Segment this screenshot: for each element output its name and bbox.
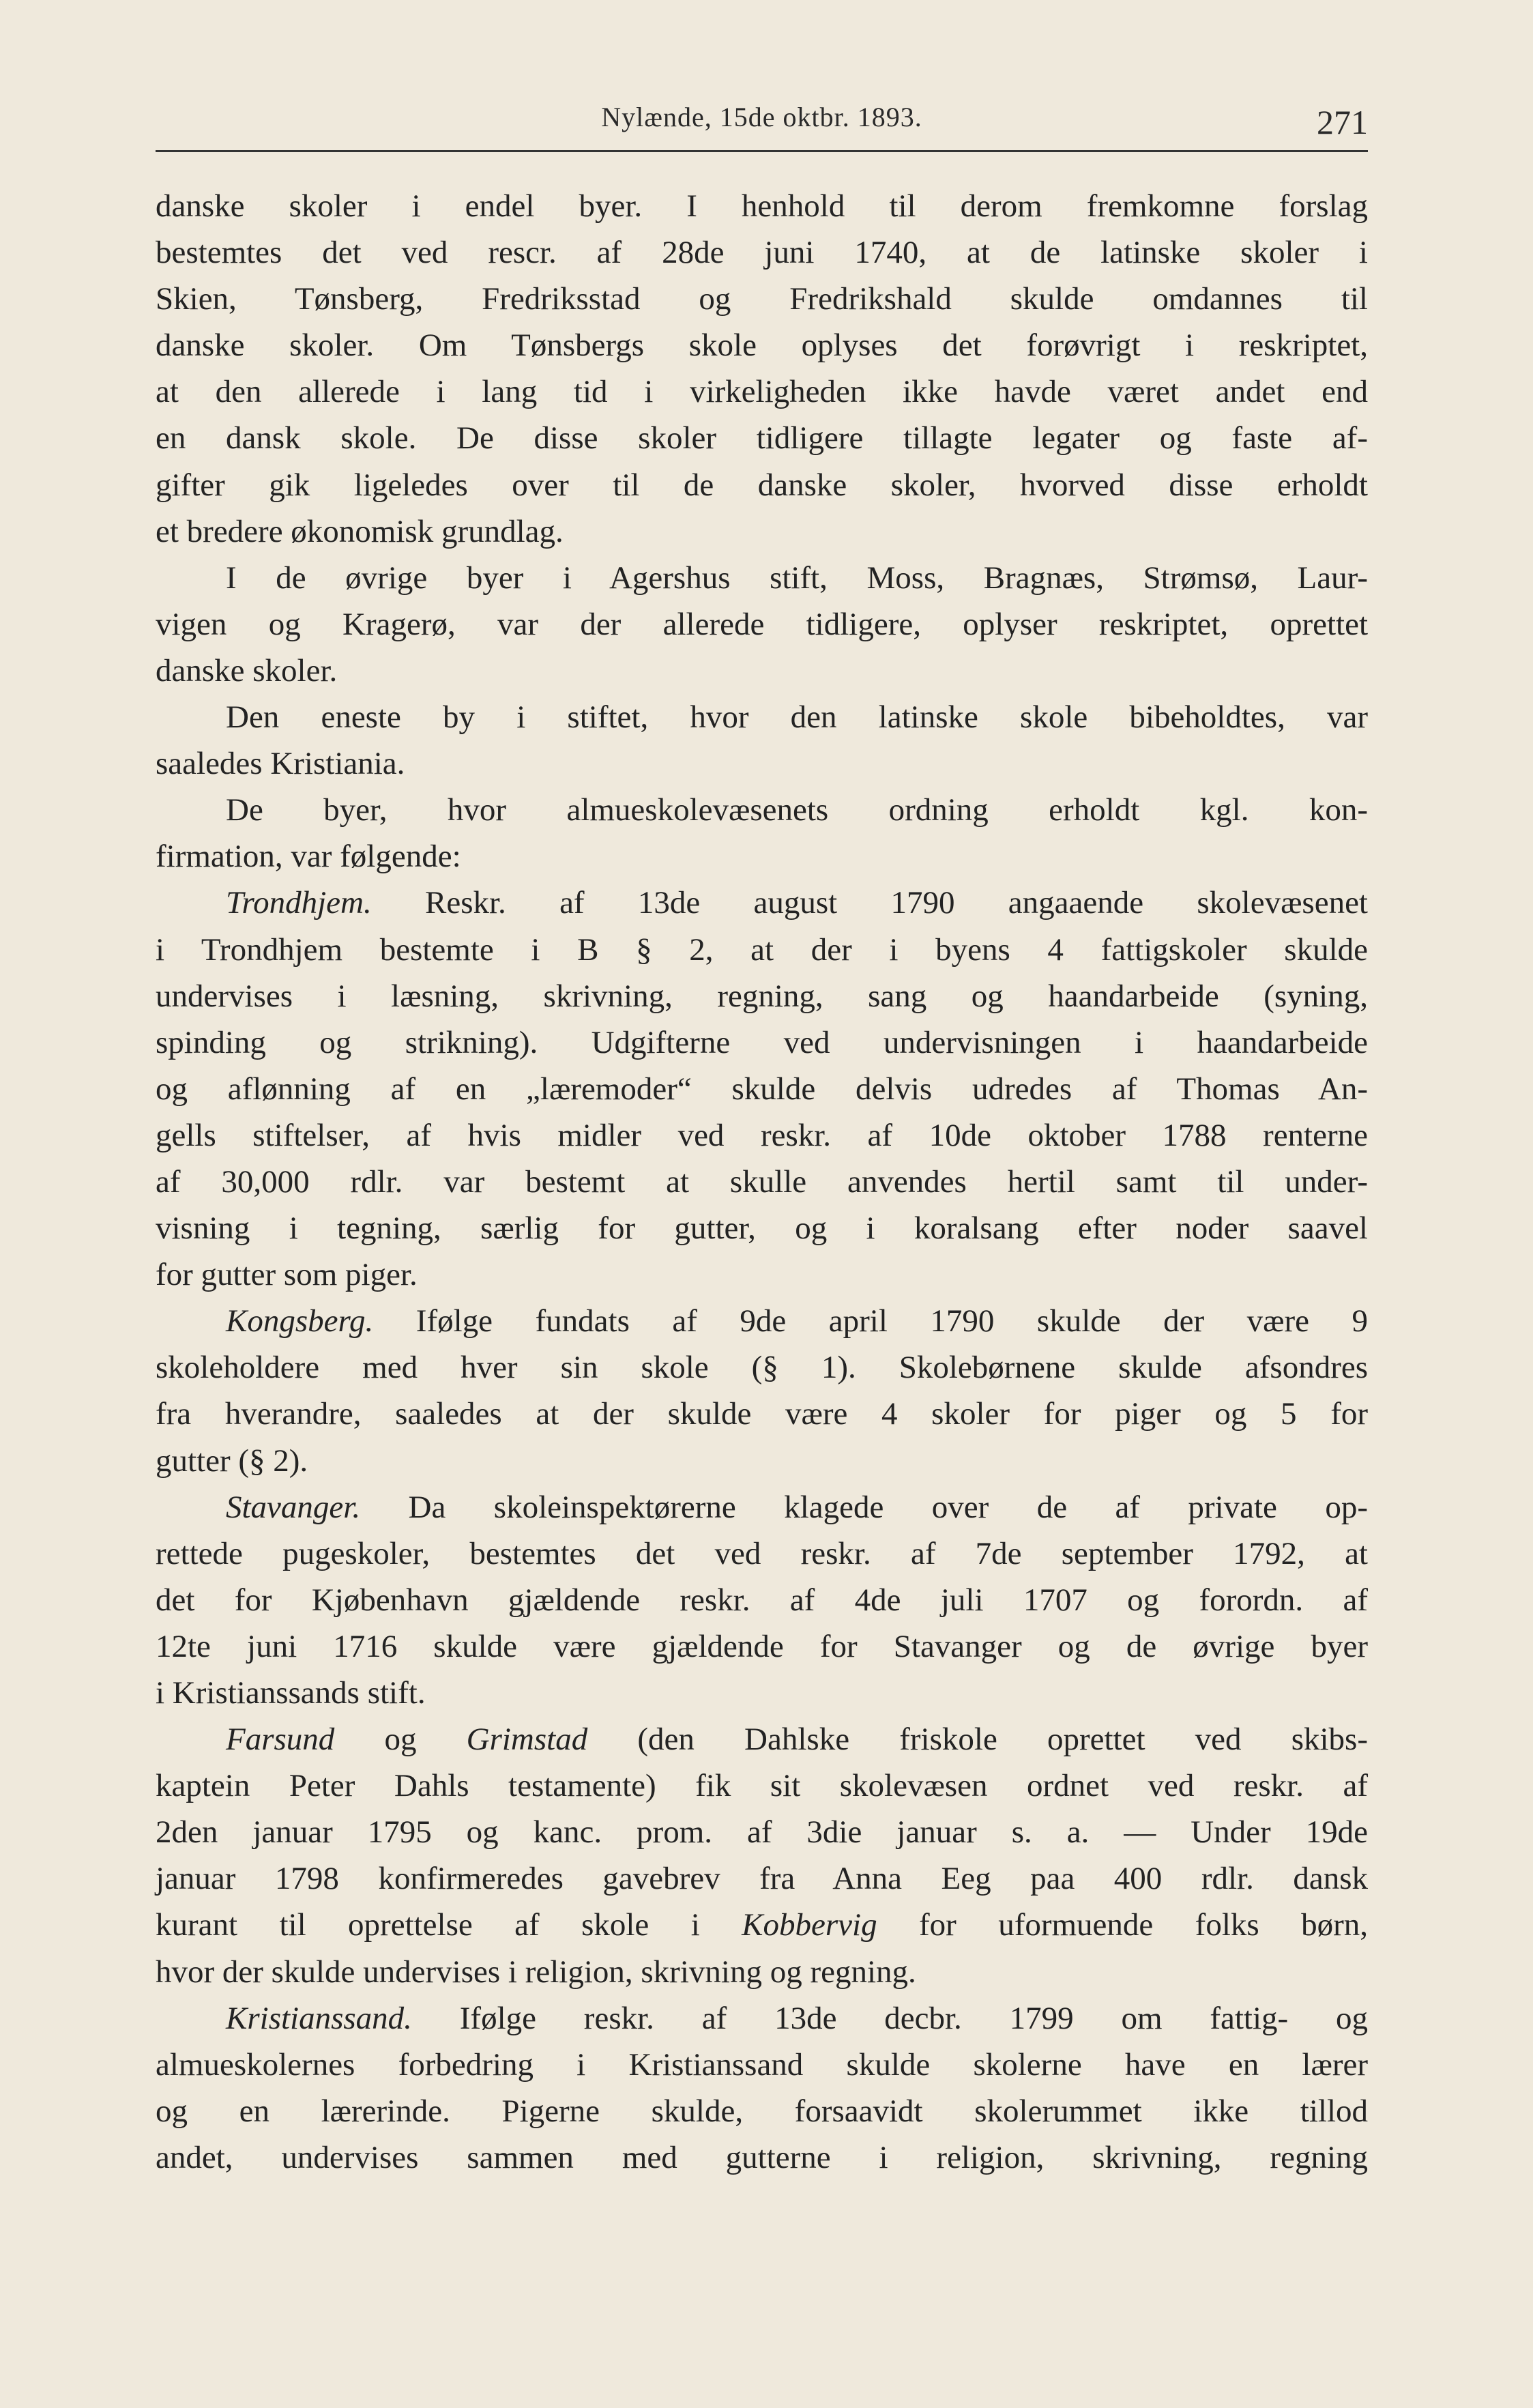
text-segment: Den eneste by i stiftet, hvor den latinske skole bibeholdtes, var [226, 699, 1368, 736]
text-line [156, 2134, 1368, 2181]
text-line [156, 1670, 1368, 1716]
text-line [156, 555, 1368, 601]
text-segment: danske skoler. Om Tønsbergs skole oplyses det forøvrigt i reskriptet, [156, 328, 1368, 364]
text-segment: vigen og Kragerø, var der allerede tidligere, oplyser reskriptet, oprettet [156, 606, 1368, 642]
text-segment: og [334, 1722, 467, 1758]
text-line [156, 2088, 1368, 2134]
text-segment: firmation, var følgende: [156, 839, 461, 875]
text-line [156, 1066, 1368, 1112]
text-segment: og en lærerinde. Pigerne skulde, forsaavidt skolerummet ikke tillod [156, 2093, 1368, 2129]
text-line [156, 740, 1368, 787]
text-segment: for uformuende folks børn, [877, 1907, 1368, 1943]
text-line [156, 1716, 1368, 1763]
text-line [156, 1298, 1368, 1344]
text-segment: gutter (§ 2). [156, 1442, 308, 1479]
text-segment: gifter gik ligeledes over til de danske skoler, hvorved disse erholdt [156, 467, 1368, 503]
text-segment: danske skoler. [156, 652, 338, 688]
text-line [156, 415, 1368, 461]
page-number: 271 [1317, 103, 1368, 141]
text-segment: kurant til oprettelse af skole i [156, 1907, 742, 1943]
text-segment: (den Dahlske friskole oprettet ved skibs- [587, 1722, 1368, 1758]
italic-heading: Kristianssand. [226, 2000, 412, 2036]
text-line [156, 1438, 1368, 1484]
text-segment: et bredere økonomisk grundlag. [156, 513, 564, 549]
text-segment: rettede pugeskoler, bestemtes det ved reskr. af 7de september 1792, at [156, 1535, 1368, 1571]
italic-heading: Kongsberg. [226, 1303, 374, 1339]
text-segment: hvor der skulde undervises i religion, skrivning og regning. [156, 1954, 916, 1990]
text-line [156, 694, 1368, 740]
text-segment: spinding og strikning). Udgifterne ved undervisningen i haandarbeide [156, 1024, 1368, 1060]
italic-heading: Farsund [226, 1722, 335, 1758]
text-segment: en dansk skole. De disse skoler tidligere tillagte legater og faste af- [156, 420, 1368, 456]
text-segment: og aflønning af en „læremoder“ skulde delvis udredes af Thomas An- [156, 1071, 1368, 1107]
text-line [156, 927, 1368, 973]
text-segment: Skien, Tønsberg, Fredriksstad og Fredrikshald skulde omdannes til [156, 281, 1368, 317]
text-line [156, 1484, 1368, 1531]
text-segment: det for Kjøbenhavn gjældende reskr. af 4de juli 1707 og forordn. af [156, 1582, 1368, 1618]
text-segment: saaledes Kristiania. [156, 746, 405, 782]
italic-heading: Kobbervig [742, 1907, 877, 1943]
text-line [156, 1855, 1368, 1902]
header-title: Nylænde, 15de oktbr. 1893. [601, 102, 922, 132]
text-segment: almueskolernes forbedring i Kristianssand skulde skolerne have en lærer [156, 2046, 1368, 2083]
text-segment: bestemtes det ved rescr. af 28de juni 1740, at de latinske skoler i [156, 235, 1368, 271]
text-line [156, 1159, 1368, 1205]
text-line [156, 462, 1368, 508]
text-segment: i Kristianssands stift. [156, 1675, 426, 1711]
text-segment: kaptein Peter Dahls testamente) fik sit skolevæsen ordnet ved reskr. af [156, 1768, 1368, 1804]
text-segment: januar 1798 konfirmeredes gavebrev fra Anna Eeg paa 400 rdlr. dansk [156, 1861, 1368, 1897]
text-segment: De byer, hvor almueskolevæsenets ordning erholdt kgl. kon- [226, 792, 1368, 828]
text-line [156, 2042, 1368, 2088]
text-line [156, 973, 1368, 1019]
text-segment: andet, undervises sammen med gutterne i religion, skrivning, regning [156, 2139, 1368, 2175]
text-segment: at den allerede i lang tid i virkeligheden ikke havde været andet end [156, 374, 1368, 410]
text-line [156, 648, 1368, 694]
text-line [156, 229, 1368, 276]
text-line [156, 1995, 1368, 2042]
text-segment: skoleholdere med hver sin skole (§ 1). Skolebørnene skulde afsondres [156, 1350, 1368, 1386]
text-line [156, 508, 1368, 555]
text-segment: 2den januar 1795 og kanc. prom. af 3die januar s. a. — Under 19de [156, 1814, 1368, 1851]
text-line [156, 276, 1368, 322]
text-segment: Ifølge reskr. af 13de decbr. 1799 om fattig- og [411, 2000, 1368, 2036]
text-line [156, 1623, 1368, 1670]
italic-heading: Stavanger. [226, 1489, 361, 1525]
text-line [156, 1763, 1368, 1809]
text-line [156, 1809, 1368, 1855]
text-line [156, 1949, 1368, 1995]
text-line [156, 1205, 1368, 1251]
text-line [156, 322, 1368, 368]
text-segment: Ifølge fundats af 9de april 1790 skulde der være 9 [373, 1303, 1368, 1339]
text-segment: for gutter som piger. [156, 1257, 418, 1293]
text-segment: visning i tegning, særlig for gutter, og i koralsang efter noder saavel [156, 1210, 1368, 1247]
text-line [156, 1902, 1368, 1948]
body-text [156, 183, 1368, 2181]
text-line [156, 880, 1368, 926]
text-segment: Reskr. af 13de august 1790 angaaende skolevæsenet [371, 885, 1368, 921]
text-line [156, 368, 1368, 415]
text-segment: Da skoleinspektørerne klagede over de af private op- [360, 1489, 1368, 1525]
text-segment: i Trondhjem bestemte i B § 2, at der i byens 4 fattigskoler skulde [156, 931, 1368, 968]
text-segment: 12te juni 1716 skulde være gjældende for Stavanger og de øvrige byer [156, 1628, 1368, 1664]
header-rule [156, 150, 1368, 152]
text-line [156, 1019, 1368, 1066]
italic-heading: Grimstad [466, 1722, 588, 1758]
text-segment: undervises i læsning, skrivning, regning, sang og haandarbeide (syning, [156, 978, 1368, 1014]
text-line [156, 1577, 1368, 1623]
text-line [156, 183, 1368, 229]
text-segment: fra hverandre, saaledes at der skulde være 4 skoler for piger og 5 for [156, 1396, 1368, 1432]
text-segment: af 30,000 rdlr. var bestemt at skulle anvendes hertil samt til under- [156, 1163, 1368, 1200]
text-segment: danske skoler i endel byer. I henhold til derom fremkomne forslag [156, 188, 1368, 224]
text-line [156, 601, 1368, 648]
text-line [156, 1531, 1368, 1577]
text-line [156, 787, 1368, 833]
text-line [156, 1391, 1368, 1437]
text-line [156, 1112, 1368, 1159]
text-segment: I de øvrige byer i Agershus stift, Moss, Bragnæs, Strømsø, Laur- [226, 560, 1368, 596]
italic-heading: Trondhjem. [226, 885, 372, 921]
text-line [156, 1251, 1368, 1298]
running-header [156, 101, 1368, 151]
text-line [156, 833, 1368, 880]
text-line [156, 1344, 1368, 1391]
text-segment: gells stiftelser, af hvis midler ved reskr. af 10de oktober 1788 renterne [156, 1117, 1368, 1153]
